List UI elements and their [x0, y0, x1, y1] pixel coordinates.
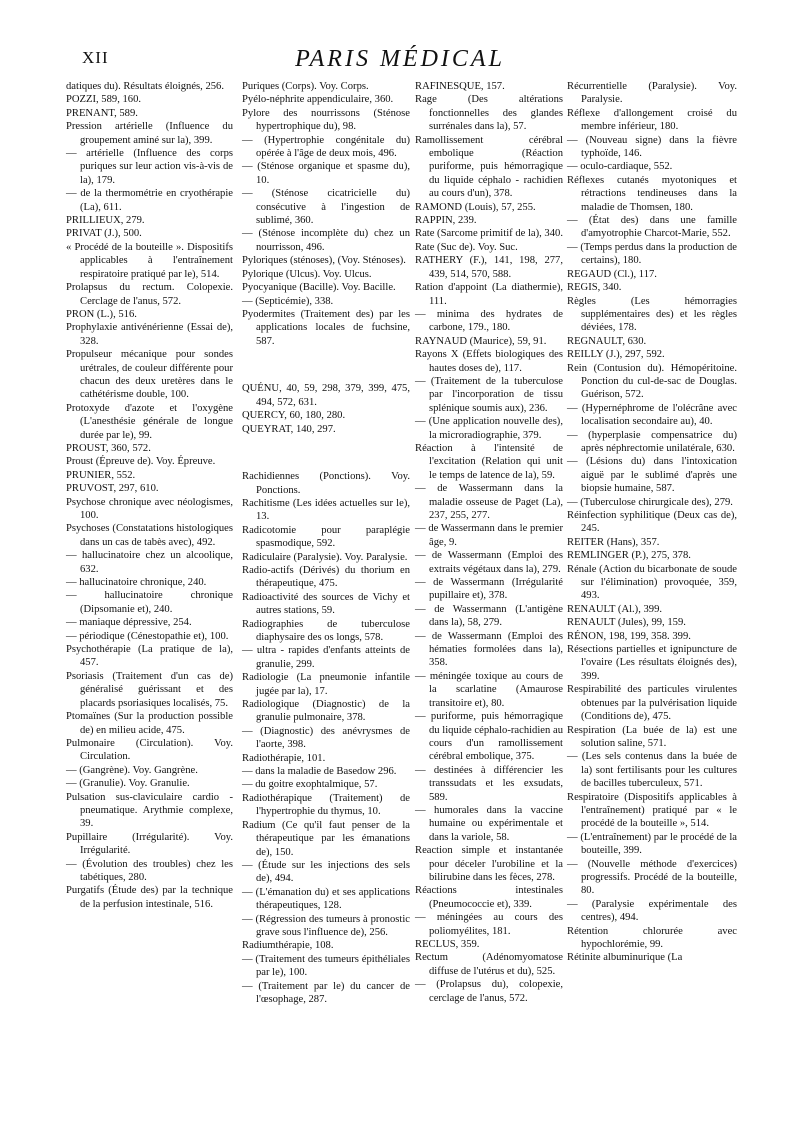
- index-entry: Rein (Contusion du). Hémopéritoine. Ponction du cul-de-sac de Douglas. Guérison, 572.: [567, 362, 737, 401]
- index-entry: RENAULT (Jules), 99, 159.: [567, 617, 686, 629]
- index-entry: — hallucinatoire chronique (Dipsomanie et), 240.: [66, 590, 233, 615]
- index-entry: — maniaque dépressive, 254.: [66, 617, 192, 629]
- index-entry: — oculo-cardiaque, 552.: [567, 161, 673, 173]
- index-entry: Pylorique (Ulcus). Voy. Ulcus.: [242, 268, 372, 280]
- index-entry: Règles (Les hémorragies supplémentaires des) et les règles déviées, 178.: [567, 295, 737, 334]
- index-entry: Reaction simple et instantanée pour déceler l'urobiline et la bilirubine dans les fèces, 278.: [415, 845, 563, 883]
- index-entry: Radio-actifs (Dérivés) du thorium en thérapeutique, 475.: [242, 564, 410, 590]
- index-entry: QUERCY, 60, 180, 280.: [242, 410, 346, 422]
- index-entry: Radioactivité des sources de Vichy et autres stations, 59.: [242, 591, 410, 617]
- index-entry: — (Septicémie), 338.: [242, 295, 334, 307]
- index-entry: — (Paralysie expérimentale des centres), 494.: [567, 898, 737, 924]
- index-entry: Proust (Épreuve de). Voy. Épreuve.: [66, 456, 216, 468]
- index-entry: — artérielle (Influence des corps puriques sur leur action vis-à-vis de la), 179.: [66, 148, 233, 186]
- index-entry: Rachitisme (Les idées actuelles sur le), 13.: [242, 497, 410, 523]
- index-entry: Récurrentielle (Paralysie). Voy. Paralysie.: [567, 81, 737, 106]
- index-entry: Pyloriques (sténoses), (Voy. Sténoses).: [242, 255, 406, 267]
- index-entry: Pyodermites (Traitement des) par les applications locales de fuchsine, 587.: [242, 308, 410, 347]
- index-entry: RAMOND (Louis), 57, 255.: [415, 201, 536, 213]
- index-entry: Pulsation sus-claviculaire cardio - pneumatique. Arythmie complexe, 39.: [66, 791, 233, 830]
- index-entry: Réflexe d'allongement croisé du membre inférieur, 180.: [567, 107, 737, 133]
- index-entry: — hallucinatoire chez un alcoolique, 632.: [66, 550, 233, 575]
- index-entry: Pulmonaire (Circulation). Voy. Circulation.: [66, 737, 233, 763]
- index-entry: — (Traitement de la tuberculose par l'incorporation de tissu splénique soumis aux), 236.: [415, 375, 563, 414]
- index-entry: Rachidiennes (Ponctions). Voy. Ponctions.: [242, 471, 410, 496]
- index-entry: REILLY (J.), 297, 592.: [567, 349, 665, 361]
- section-gap: [242, 447, 410, 460]
- index-entry: REGNAULT, 630.: [567, 335, 647, 347]
- index-entry: Rate (Sarcome primitif de la), 340.: [415, 228, 563, 240]
- index-entry: Radiumthérapie, 108.: [242, 940, 334, 952]
- index-entry: REMLINGER (P.), 275, 378.: [567, 550, 691, 562]
- index-entry: Réflexes cutanés myotoniques et rétractions tendineuses dans la maladie de Thomsen, 180.: [567, 174, 737, 213]
- page-header: [0, 46, 800, 74]
- index-entry: — humorales dans la vaccine humaine ou expérimentale et dans la variole, 58.: [415, 804, 563, 843]
- index-entry: Pylore des nourrissons (Sténose hypertrophique du), 98.: [242, 107, 410, 133]
- index-entry: Purgatifs (Étude des) par la technique de la perfusion intestinale, 516.: [66, 885, 233, 910]
- index-entry: — de Wassermann dans le premier âge, 9.: [415, 523, 563, 548]
- index-entry: — (Une application nouvelle des), la microradiographie, 379.: [415, 416, 563, 441]
- index-entry: — (L'entraînement) par le procédé de la bouteille, 399.: [567, 831, 737, 857]
- section-gap: [242, 359, 410, 372]
- index-entry: — (Hypertrophie congénitale du) opérée à l'âge de deux mois, 496.: [242, 134, 410, 160]
- index-entry: — (Nouveau signe) dans la fièvre typhoïde, 146.: [567, 134, 737, 160]
- index-entry: — (Prolapsus du), colopexie, cerclage de l'anus, 572.: [415, 979, 563, 1004]
- index-entry: PRON (L.), 516.: [66, 308, 137, 320]
- index-entry: Rétention chlorurée avec hypochlorémie, 99.: [567, 925, 737, 950]
- index-entry: — de Wassermann (Irrégularité pupillaire et), 378.: [415, 577, 563, 602]
- index-entry: Réactions intestinales (Pneumococcie et), 339.: [415, 885, 563, 910]
- index-entry: — (Diagnostic) des anévrysmes de l'aorte, 398.: [242, 725, 410, 751]
- index-entry: — périodique (Cénestopathie et), 100.: [66, 630, 229, 642]
- index-entry: — de Wassermann (Emploi des extraits végétaux dans la), 279.: [415, 550, 563, 575]
- index-entry: Pyélo-néphrite appendiculaire, 360.: [242, 94, 394, 106]
- index-entry: RAFINESQUE, 157.: [415, 81, 505, 92]
- index-entry: — de Wassermann (Emploi des hématies formolées dans la), 358.: [415, 630, 563, 669]
- index-entry: Radium (Ce qu'il faut penser de la thérapeutique par les émanations de), 150.: [242, 819, 410, 858]
- index-column-2: [242, 80, 410, 1006]
- index-entry: Rectum (Adénomyomatose diffuse de l'utérus et du), 525.: [415, 952, 563, 977]
- index-entry: — (Lésions du) dans l'intoxication aiguë par le sublimé d'après une biopsie humaine, 587.: [567, 456, 737, 495]
- index-entry: Psoriasis (Traitement d'un cas de) généralisé guérissant et des placards psoriasiques localisés, 75.: [66, 670, 233, 709]
- index-entry: — (Traitement par le) du cancer de l'œsophage, 287.: [242, 980, 410, 1005]
- index-entry: Prophylaxie antivénérienne (Essai de), 328.: [66, 322, 233, 347]
- index-entry: datiques du). Résultats éloignés, 256.: [66, 81, 225, 92]
- journal-title: PARIS MÉDICAL: [295, 46, 505, 72]
- index-entry: Rate (Suc de). Voy. Suc.: [415, 241, 518, 253]
- index-entry: Rétinite albuminurique (La: [567, 952, 683, 964]
- index-entry: — (Évolution des troubles) chez les tabétiques, 280.: [66, 858, 233, 883]
- index-entry: Radicotomie pour paraplégie spasmodique, 592.: [242, 524, 410, 550]
- index-entry: Radiologique (Diagnostic) de la granulie pulmonaire, 378.: [242, 699, 410, 724]
- index-entry: Pyocyanique (Bacille). Voy. Bacille.: [242, 282, 396, 294]
- index-entry: Radiothérapique (Traitement) de l'hypertrophie du thymus, 10.: [242, 792, 410, 818]
- index-entry: — (Sténose cicatricielle du) consécutive à l'ingestion de sublimé, 360.: [242, 188, 410, 227]
- index-entry: — du goitre exophtalmique, 57.: [242, 779, 378, 791]
- index-entry: Radiothérapie, 101.: [242, 752, 326, 764]
- index-entry: Pression artérielle (Influence du groupement aminé sur la), 399.: [66, 121, 233, 146]
- index-entry: Réinfection syphilitique (Deux cas de), 245.: [567, 510, 737, 535]
- index-entry: Psychoses (Constatations histologiques dans un cas de tabès avec), 492.: [66, 523, 233, 548]
- index-entry: REGIS, 340.: [567, 282, 622, 294]
- index-entry: — (Les sels contenus dans la buée de la) sont fertilisants pour les cultures de bacilles tuberculeux, 571.: [567, 751, 737, 790]
- page-number: XII: [82, 48, 109, 67]
- index-entry: PRUNIER, 552.: [66, 469, 136, 481]
- index-entry: Respirabilité des particules virulentes obtenues par la pulvérisation liquide (Conditions de), 475.: [567, 684, 737, 723]
- index-entry: RAYNAUD (Maurice), 59, 91.: [415, 335, 547, 347]
- index-entry: — puriforme, puis hémorragique du liquide céphalo-rachidien au cours d'un ramollissement cérébral embolique, 375.: [415, 711, 563, 763]
- index-entry: — (Temps perdus dans la production de certains), 180.: [567, 241, 737, 267]
- index-entry: PRUVOST, 297, 610.: [66, 483, 159, 495]
- index-entry: Radiculaire (Paralysie). Voy. Paralysie.: [242, 551, 408, 563]
- index-entry: RATHERY (F.), 141, 198, 277, 439, 514, 570, 588.: [415, 255, 563, 280]
- index-entry: — de Wassermann dans la maladie osseuse de Paget (La), 237, 255, 277.: [415, 483, 563, 521]
- index-entry: — (Régression des tumeurs à pronostic grave sous l'influence de), 256.: [242, 913, 410, 938]
- index-entry: — destinées à différencier les transsudats et les exsudats, 589.: [415, 764, 563, 803]
- index-entry: PRIVAT (J.), 500.: [66, 228, 142, 240]
- index-entry: — de la thermométrie en cryothérapie (La), 611.: [66, 188, 233, 213]
- index-entry: PRILLIEUX, 279.: [66, 215, 145, 227]
- index-entry: Prolapsus du rectum. Colopexie. Cerclage de l'anus, 572.: [66, 282, 233, 307]
- index-entry: Radiologie (La pneumonie infantile jugée par la), 17.: [242, 672, 410, 697]
- index-entry: Ramollissement cérébral embolique (Réaction puriforme, puis hémorragique du liquide céphalo - rachidien au cours d'un), 378.: [415, 134, 563, 200]
- index-entry: POZZI, 589, 160.: [66, 94, 142, 106]
- index-entry: Ration d'appoint (La diathermie), 111.: [415, 282, 563, 307]
- index-entry: « Procédé de la bouteille ». Dispositifs applicables à l'entraînement respiratoire pratiqué par le), 514.: [66, 241, 233, 280]
- index-entry: PROUST, 360, 572.: [66, 442, 151, 454]
- index-entry: Protoxyde d'azote et l'oxygène (L'anesthésie générale de longue durée par le), 99.: [66, 402, 233, 441]
- index-column-4: [567, 80, 737, 965]
- index-entry: RENAULT (Al.), 399.: [567, 603, 663, 615]
- index-entry: Respiratoire (Dispositifs applicables à l'entraînement) pratiqué par « le procédé de la bouteille », 514.: [567, 791, 737, 830]
- index-entry: — (Traitement des tumeurs épithéliales par le), 100.: [242, 953, 410, 979]
- index-entry: — (Hypernéphrome de l'olécrâne avec localisation secondaire au), 40.: [567, 402, 737, 428]
- index-entry: — minima des hydrates de carbone, 179., 180.: [415, 308, 563, 334]
- index-entry: Rénale (Action du bicarbonate de soude sur l'élimination) provoquée, 359, 493.: [567, 563, 737, 602]
- index-entry: — (L'émanation du) et ses applications thérapeutiques, 128.: [242, 886, 410, 912]
- index-entry: — ultra - rapides d'enfants atteints de granulie, 299.: [242, 645, 410, 670]
- index-entry: Ptomaïnes (Sur la production possible de) en milieu acide, 475.: [66, 711, 233, 736]
- index-entry: Radiographies de tuberculose diaphysaire des os longs, 578.: [242, 618, 410, 643]
- index-entry: Puriques (Corps). Voy. Corps.: [242, 81, 369, 92]
- index-entry: — (Gangrène). Voy. Gangrène.: [66, 764, 198, 776]
- index-entry: Psychothérapie (La pratique de la), 457.: [66, 644, 233, 669]
- index-entry: — (Nouvelle méthode d'exercices) progressifs. Procédé de la bouteille, 80.: [567, 858, 737, 897]
- index-entry: Psychose chronique avec néologismes, 100.: [66, 496, 233, 521]
- index-entry: REGAUD (Cl.), 117.: [567, 268, 657, 280]
- index-entry: — méningée toxique au cours de la scarlatine (Amaurose transitoire et), 80.: [415, 670, 563, 709]
- index-entry: — (État des) dans une famille d'amyotrophie Charcot-Marie, 552.: [567, 215, 737, 240]
- index-entry: Pupillaire (Irrégularité). Voy. Irrégularité.: [66, 831, 233, 857]
- index-entry: — (hyperplasie compensatrice du) après néphrectomie unilatérale, 630.: [567, 429, 737, 454]
- index-entry: REITER (Hans), 357.: [567, 536, 660, 548]
- index-column-1: [66, 80, 233, 911]
- index-entry: RECLUS, 359.: [415, 939, 480, 950]
- index-entry: QUÉNU, 40, 59, 298, 379, 399, 475, 494, 572, 631.: [242, 383, 410, 408]
- index-entry: Respiration (La buée de la) est une solution saline, 571.: [567, 724, 737, 749]
- index-entry: — dans la maladie de Basedow 296.: [242, 766, 397, 778]
- index-entry: — (Sténose incomplète du) chez un nourrisson, 496.: [242, 228, 410, 253]
- index-entry: — méningées au cours des poliomyélites, 181.: [415, 912, 563, 937]
- index-entry: — hallucinatoire chronique, 240.: [66, 577, 207, 589]
- index-entry: PRENANT, 589.: [66, 107, 138, 119]
- index-entry: Rage (Des altérations fonctionnelles des glandes surrénales dans la), 57.: [415, 94, 563, 133]
- index-entry: QUEYRAT, 140, 297.: [242, 423, 336, 435]
- index-entry: RÉNON, 198, 199, 358. 399.: [567, 630, 691, 642]
- index-entry: Résections partielles et ignipuncture de l'ovaire (Les résultats éloignés des), 399.: [567, 644, 737, 682]
- index-entry: — (Granulie). Voy. Granulie.: [66, 778, 190, 790]
- index-entry: — (Sténose organique et spasme du), 10.: [242, 161, 410, 186]
- index-entry: — (Étude sur les injections des sels de), 494.: [242, 859, 410, 885]
- index-entry: RAPPIN, 239.: [415, 215, 477, 227]
- index-entry: — (Tuberculose chirurgicale des), 279.: [567, 496, 733, 508]
- index-column-3: [415, 80, 563, 1005]
- index-entry: — de Wassermann (L'antigène dans la), 58, 279.: [415, 603, 563, 629]
- index-entry: Propulseur mécanique pour sondes urétrales, de couleur différente pour chacun des deux uretères dans le cathétérisme double, 100.: [66, 349, 233, 401]
- index-entry: Réaction à l'intensité de l'excitation (Relation qui unit le temps de latence de la), 59.: [415, 442, 563, 481]
- index-entry: Rayons X (Effets biologiques des hautes doses de), 117.: [415, 349, 563, 374]
